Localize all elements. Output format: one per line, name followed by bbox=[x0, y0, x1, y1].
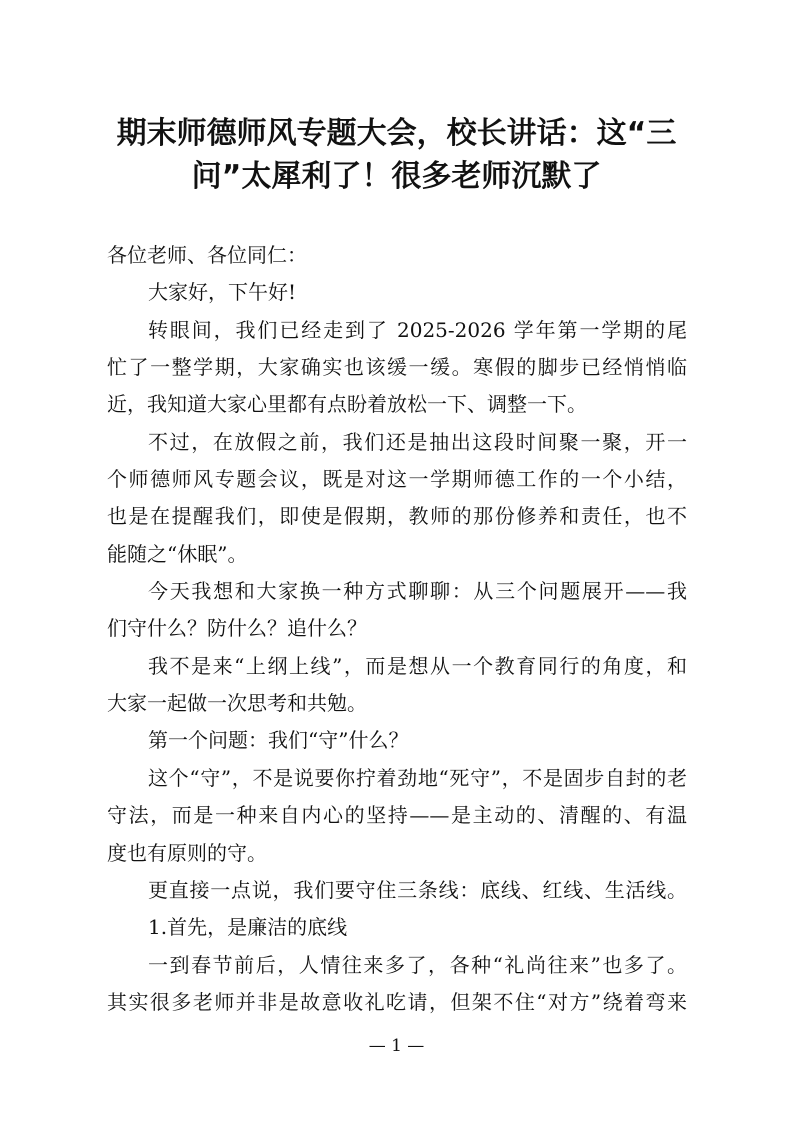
text-line: 一到春节前后，人情往来多了，各种“礼尚往来”也多了。 bbox=[148, 952, 687, 977]
text-line: 大家一起做一次思考和共勉。 bbox=[107, 691, 367, 716]
document-body bbox=[107, 237, 687, 1021]
text-line: 转眼间，我们已经走到了 2025-2026 学年第一学期的尾 bbox=[148, 317, 687, 342]
text-line: 忙了一整学期，大家确实也该缓一缓。寒假的脚步已经悄悄临 bbox=[107, 355, 687, 380]
text-line: 1.首先，是廉洁的底线 bbox=[148, 915, 348, 940]
title-line-1: 期末师德师风专题大会，校长讲话：这“三 bbox=[116, 116, 677, 151]
page-number: — 1 — bbox=[368, 1036, 425, 1056]
text-line: 近，我知道大家心里都有点盼着放松一下、调整一下。 bbox=[107, 392, 587, 417]
text-line: 不过，在放假之前，我们还是抽出这段时间聚一聚，开一 bbox=[148, 429, 687, 454]
text-line: 守法，而是一种来自内心的坚持——是主动的、清醒的、有温 bbox=[107, 803, 687, 828]
text-line: 这个“守”，不是说要你拧着劲地“死守”，不是固步自封的老 bbox=[148, 765, 687, 790]
text-line: 更直接一点说，我们要守住三条线：底线、红线、生活线。 bbox=[148, 877, 687, 902]
text-line: 各位老师、各位同仁： bbox=[107, 243, 307, 267]
text-line: 也是在提醒我们，即使是假期，教师的那份修养和责任，也不 bbox=[107, 504, 687, 529]
text-line: 们守什么？防什么？追什么？ bbox=[107, 616, 367, 641]
text-line: 度也有原则的守。 bbox=[107, 840, 267, 865]
text-line: 第一个问题：我们“守”什么？ bbox=[148, 728, 409, 753]
text-line: 能随之“休眠”。 bbox=[107, 541, 248, 566]
text-line: 大家好，下午好! bbox=[148, 280, 297, 305]
text-line: 其实很多老师并非是故意收礼吃请，但架不住“对方”绕着弯来 bbox=[107, 989, 687, 1014]
title-line-2: 问”太犀利了！很多老师沉默了 bbox=[191, 159, 602, 194]
text-line: 今天我想和大家换一种方式聊聊：从三个问题展开——我 bbox=[148, 579, 687, 604]
text-line: 个师德师风专题会议，既是对这一学期师德工作的一个小结， bbox=[107, 467, 687, 492]
document-title bbox=[100, 112, 693, 198]
text-line: 我不是来“上纲上线”，而是想从一个教育同行的角度，和 bbox=[148, 653, 687, 678]
